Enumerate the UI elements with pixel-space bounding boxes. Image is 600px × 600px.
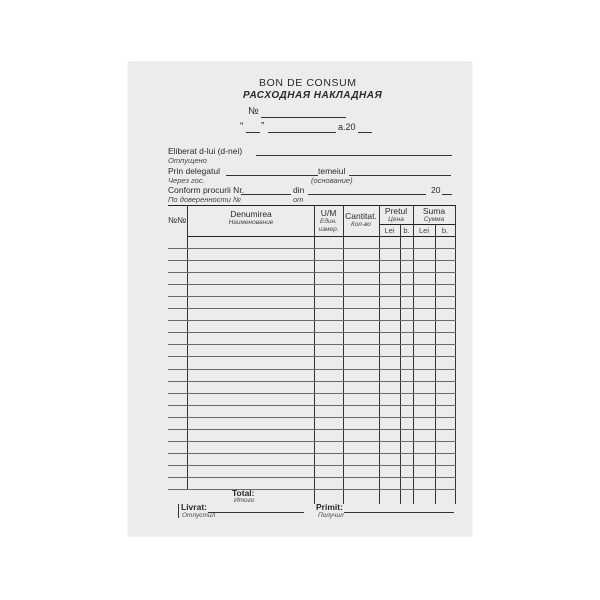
header-price-lei: Lei — [384, 226, 395, 235]
table-row[interactable] — [168, 477, 456, 478]
header-sum-lei: Lei — [418, 226, 429, 235]
table-row[interactable] — [168, 393, 456, 394]
header-price-ru: Цена — [388, 216, 404, 223]
header-sum: Suma — [422, 206, 446, 216]
number-label: № — [248, 106, 259, 117]
din-label-ru: от — [293, 195, 304, 204]
table-row[interactable] — [168, 429, 456, 430]
issued-label-ru: Отпущено — [168, 156, 207, 165]
table-row[interactable] — [168, 441, 456, 442]
col-divider-sum-lei — [435, 224, 436, 504]
col-divider-name — [314, 205, 315, 504]
header-sum-ru: Сумма — [423, 216, 445, 223]
date-quote-close: ” — [261, 121, 265, 132]
date-quote-open: “ — [240, 121, 244, 132]
table-row[interactable] — [168, 260, 456, 261]
table-row[interactable] — [168, 320, 456, 321]
header-name: Denumirea — [230, 209, 272, 219]
received-signature-field[interactable] — [344, 512, 454, 513]
delegate-label-ru: Через гос. — [168, 176, 205, 185]
delegate-label: Prin delegatul — [168, 166, 220, 176]
delivered-label-ru: Отпустил — [182, 512, 216, 519]
col-divider-qty — [379, 205, 380, 504]
year-field[interactable] — [358, 132, 372, 133]
header-qty-ru: Кол-во — [351, 221, 371, 228]
header-name-ru: Наименование — [228, 219, 274, 226]
header-um: U/M — [320, 208, 337, 218]
table-row[interactable] — [168, 465, 456, 466]
received-label-ru: Получил — [318, 512, 344, 519]
col-divider-sum — [455, 205, 456, 504]
table-row[interactable] — [168, 248, 456, 249]
table-row[interactable] — [168, 284, 456, 285]
issued-label: Eliberat d-lui (d-nei) — [168, 146, 243, 156]
form-subtitle: РАСХОДНАЯ НАКЛАДНАЯ — [243, 90, 383, 101]
delivered-signature-field[interactable] — [208, 512, 304, 513]
table-row[interactable] — [168, 381, 456, 382]
din-label: din — [293, 185, 305, 195]
table-row[interactable] — [168, 369, 456, 370]
number-field[interactable] — [261, 117, 346, 118]
table-row[interactable] — [168, 489, 456, 490]
table-row[interactable] — [168, 296, 456, 297]
header-nr: №№ — [168, 215, 187, 225]
form-title: BON DE CONSUM — [259, 77, 357, 89]
header-price-bani: b. — [403, 226, 410, 235]
date-day-field[interactable] — [246, 132, 260, 133]
delegate-field[interactable] — [226, 175, 318, 176]
basis-label-ru: (основание) — [311, 176, 353, 185]
total-label-ru: Итого — [234, 497, 255, 504]
table-row[interactable] — [168, 453, 456, 454]
header-price: Pretul — [384, 206, 408, 216]
header-qty: Cantitat. — [345, 211, 377, 221]
issued-to-field[interactable] — [256, 155, 452, 156]
table-subheader-line — [379, 224, 456, 225]
proxy-label-ru: По доверенности № — [168, 195, 242, 204]
col-divider-um — [343, 205, 344, 504]
consumption-voucher-sheet — [128, 62, 472, 536]
proxy-date-field[interactable] — [308, 194, 426, 195]
col-divider-price — [413, 205, 414, 504]
table-row[interactable] — [168, 272, 456, 273]
proxy-number-field[interactable] — [241, 194, 291, 195]
total-label: Total: — [232, 488, 255, 498]
table-row[interactable] — [168, 308, 456, 309]
header-um-ru-1: Един. — [320, 218, 337, 225]
proxy-label: Conform procurii Nr. — [168, 185, 245, 195]
year-label: a.20 — [338, 122, 356, 132]
date-month-field[interactable] — [268, 132, 336, 133]
table-row[interactable] — [168, 344, 456, 345]
header-sum-bani: b. — [441, 226, 449, 235]
received-label: Primit: — [316, 502, 343, 512]
year-suffix: 20 — [431, 185, 441, 195]
table-header-bottom — [187, 236, 456, 237]
basis-field[interactable] — [349, 175, 451, 176]
delivered-tick — [178, 504, 179, 518]
table-row[interactable] — [168, 405, 456, 406]
table-row[interactable] — [168, 332, 456, 333]
proxy-year-field[interactable] — [442, 194, 452, 195]
table-row[interactable] — [168, 356, 456, 357]
table-row[interactable] — [168, 417, 456, 418]
header-um-ru-2: измер. — [318, 226, 339, 233]
basis-label: temeiul — [318, 166, 346, 176]
delivered-label: Livrat: — [181, 502, 207, 512]
col-divider-price-lei — [400, 224, 401, 504]
